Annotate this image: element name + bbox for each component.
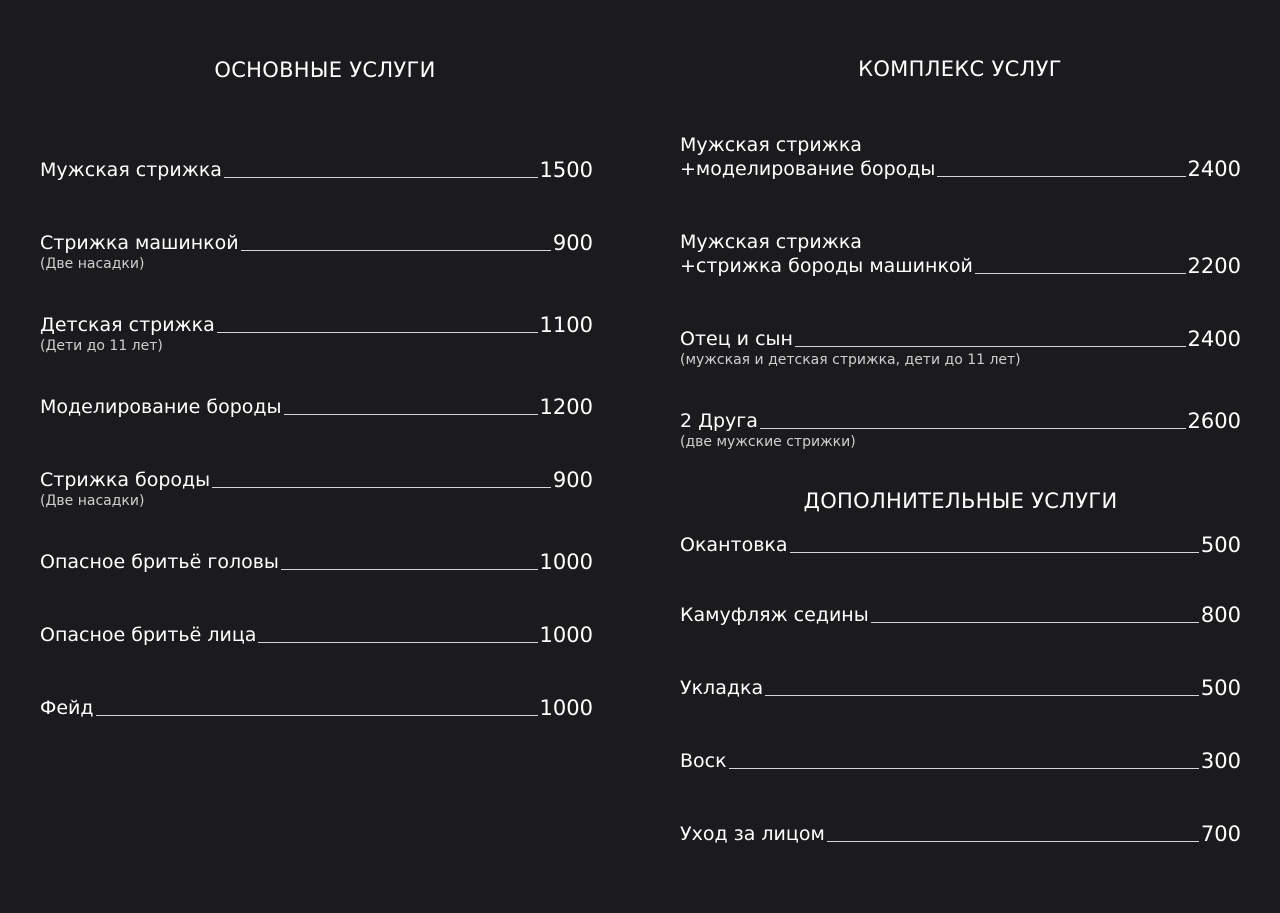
extra-item <box>680 676 1241 700</box>
combo-item <box>680 230 1241 278</box>
service-name: Моделирование бороды <box>40 396 282 418</box>
service-note: (Дети до 11 лет) <box>40 338 163 354</box>
service-name: Стрижка машинкой <box>40 232 239 254</box>
extra-name: Окантовка <box>680 534 788 556</box>
dotted-leader <box>729 767 1199 769</box>
dotted-leader <box>284 413 538 415</box>
extra-item <box>680 822 1241 846</box>
service-item <box>40 231 593 273</box>
service-item <box>40 395 593 419</box>
dotted-leader <box>871 621 1199 623</box>
extra-price: 500 <box>1200 676 1241 700</box>
combo-item <box>680 409 1241 451</box>
extra-name: Воск <box>680 750 727 772</box>
service-price: 1000 <box>539 623 593 647</box>
combo-note: (мужская и детская стрижка, дети до 11 лет) <box>680 352 1021 368</box>
extra-item <box>680 603 1241 627</box>
combo-name: +стрижка бороды машинкой <box>680 255 973 277</box>
combo-price: 2400 <box>1187 327 1241 351</box>
extra-price: 700 <box>1200 822 1241 846</box>
dotted-leader <box>212 486 551 488</box>
dotted-leader <box>241 249 551 251</box>
service-item <box>40 313 593 355</box>
main-services-title: ОСНОВНЫЕ УСЛУГИ <box>214 58 436 82</box>
service-name: Стрижка бороды <box>40 469 211 491</box>
dotted-leader <box>975 272 1186 274</box>
extra-name: Камуфляж седины <box>680 604 869 626</box>
dotted-leader <box>224 176 538 178</box>
service-name: Мужская стрижка <box>40 159 222 181</box>
service-note: (Две насадки) <box>40 256 145 272</box>
service-item <box>40 696 593 720</box>
extra-name: Уход за лицом <box>680 823 825 845</box>
service-item <box>40 550 593 574</box>
service-item <box>40 158 593 182</box>
service-item <box>40 468 593 510</box>
dotted-leader <box>827 840 1199 842</box>
combo-name: 2 Друга <box>680 410 758 432</box>
extra-item <box>680 749 1241 773</box>
combo-item <box>680 133 1241 181</box>
combo-name: +моделирование бороды <box>680 158 936 180</box>
service-name: Детская стрижка <box>40 314 215 336</box>
extra-services-title: ДОПОЛНИТЕЛЬНЫЕ УСЛУГИ <box>803 489 1118 513</box>
combo-note: (две мужские стрижки) <box>680 434 856 450</box>
combo-name: Отец и сын <box>680 328 793 350</box>
service-price: 1100 <box>539 313 593 337</box>
service-name: Фейд <box>40 697 94 719</box>
combo-price: 2200 <box>1187 254 1241 278</box>
service-item <box>40 623 593 647</box>
extra-price: 300 <box>1200 749 1241 773</box>
service-price: 1200 <box>539 395 593 419</box>
service-name: Опасное бритьё лица <box>40 624 257 646</box>
combo-price: 2600 <box>1187 409 1241 433</box>
extra-name: Укладка <box>680 677 764 699</box>
extra-price: 500 <box>1200 533 1241 557</box>
combo-name-line1: Мужская стрижка <box>680 231 862 253</box>
combo-name-line1: Мужская стрижка <box>680 134 862 156</box>
service-price: 1000 <box>539 696 593 720</box>
combo-item <box>680 327 1241 369</box>
dotted-leader <box>96 714 538 716</box>
service-price: 1500 <box>539 158 593 182</box>
service-price: 900 <box>552 231 593 255</box>
dotted-leader <box>765 694 1199 696</box>
combo-services-title: КОМПЛЕКС УСЛУГ <box>858 57 1062 81</box>
dotted-leader <box>281 568 538 570</box>
extra-price: 800 <box>1200 603 1241 627</box>
service-price: 900 <box>552 468 593 492</box>
dotted-leader <box>790 551 1199 553</box>
dotted-leader <box>217 331 538 333</box>
dotted-leader <box>258 641 537 643</box>
dotted-leader <box>760 427 1186 429</box>
service-name: Опасное бритьё головы <box>40 551 279 573</box>
service-price: 1000 <box>539 550 593 574</box>
service-note: (Две насадки) <box>40 493 145 509</box>
dotted-leader <box>937 175 1185 177</box>
dotted-leader <box>795 345 1186 347</box>
combo-price: 2400 <box>1187 157 1241 181</box>
extra-item <box>680 533 1241 557</box>
